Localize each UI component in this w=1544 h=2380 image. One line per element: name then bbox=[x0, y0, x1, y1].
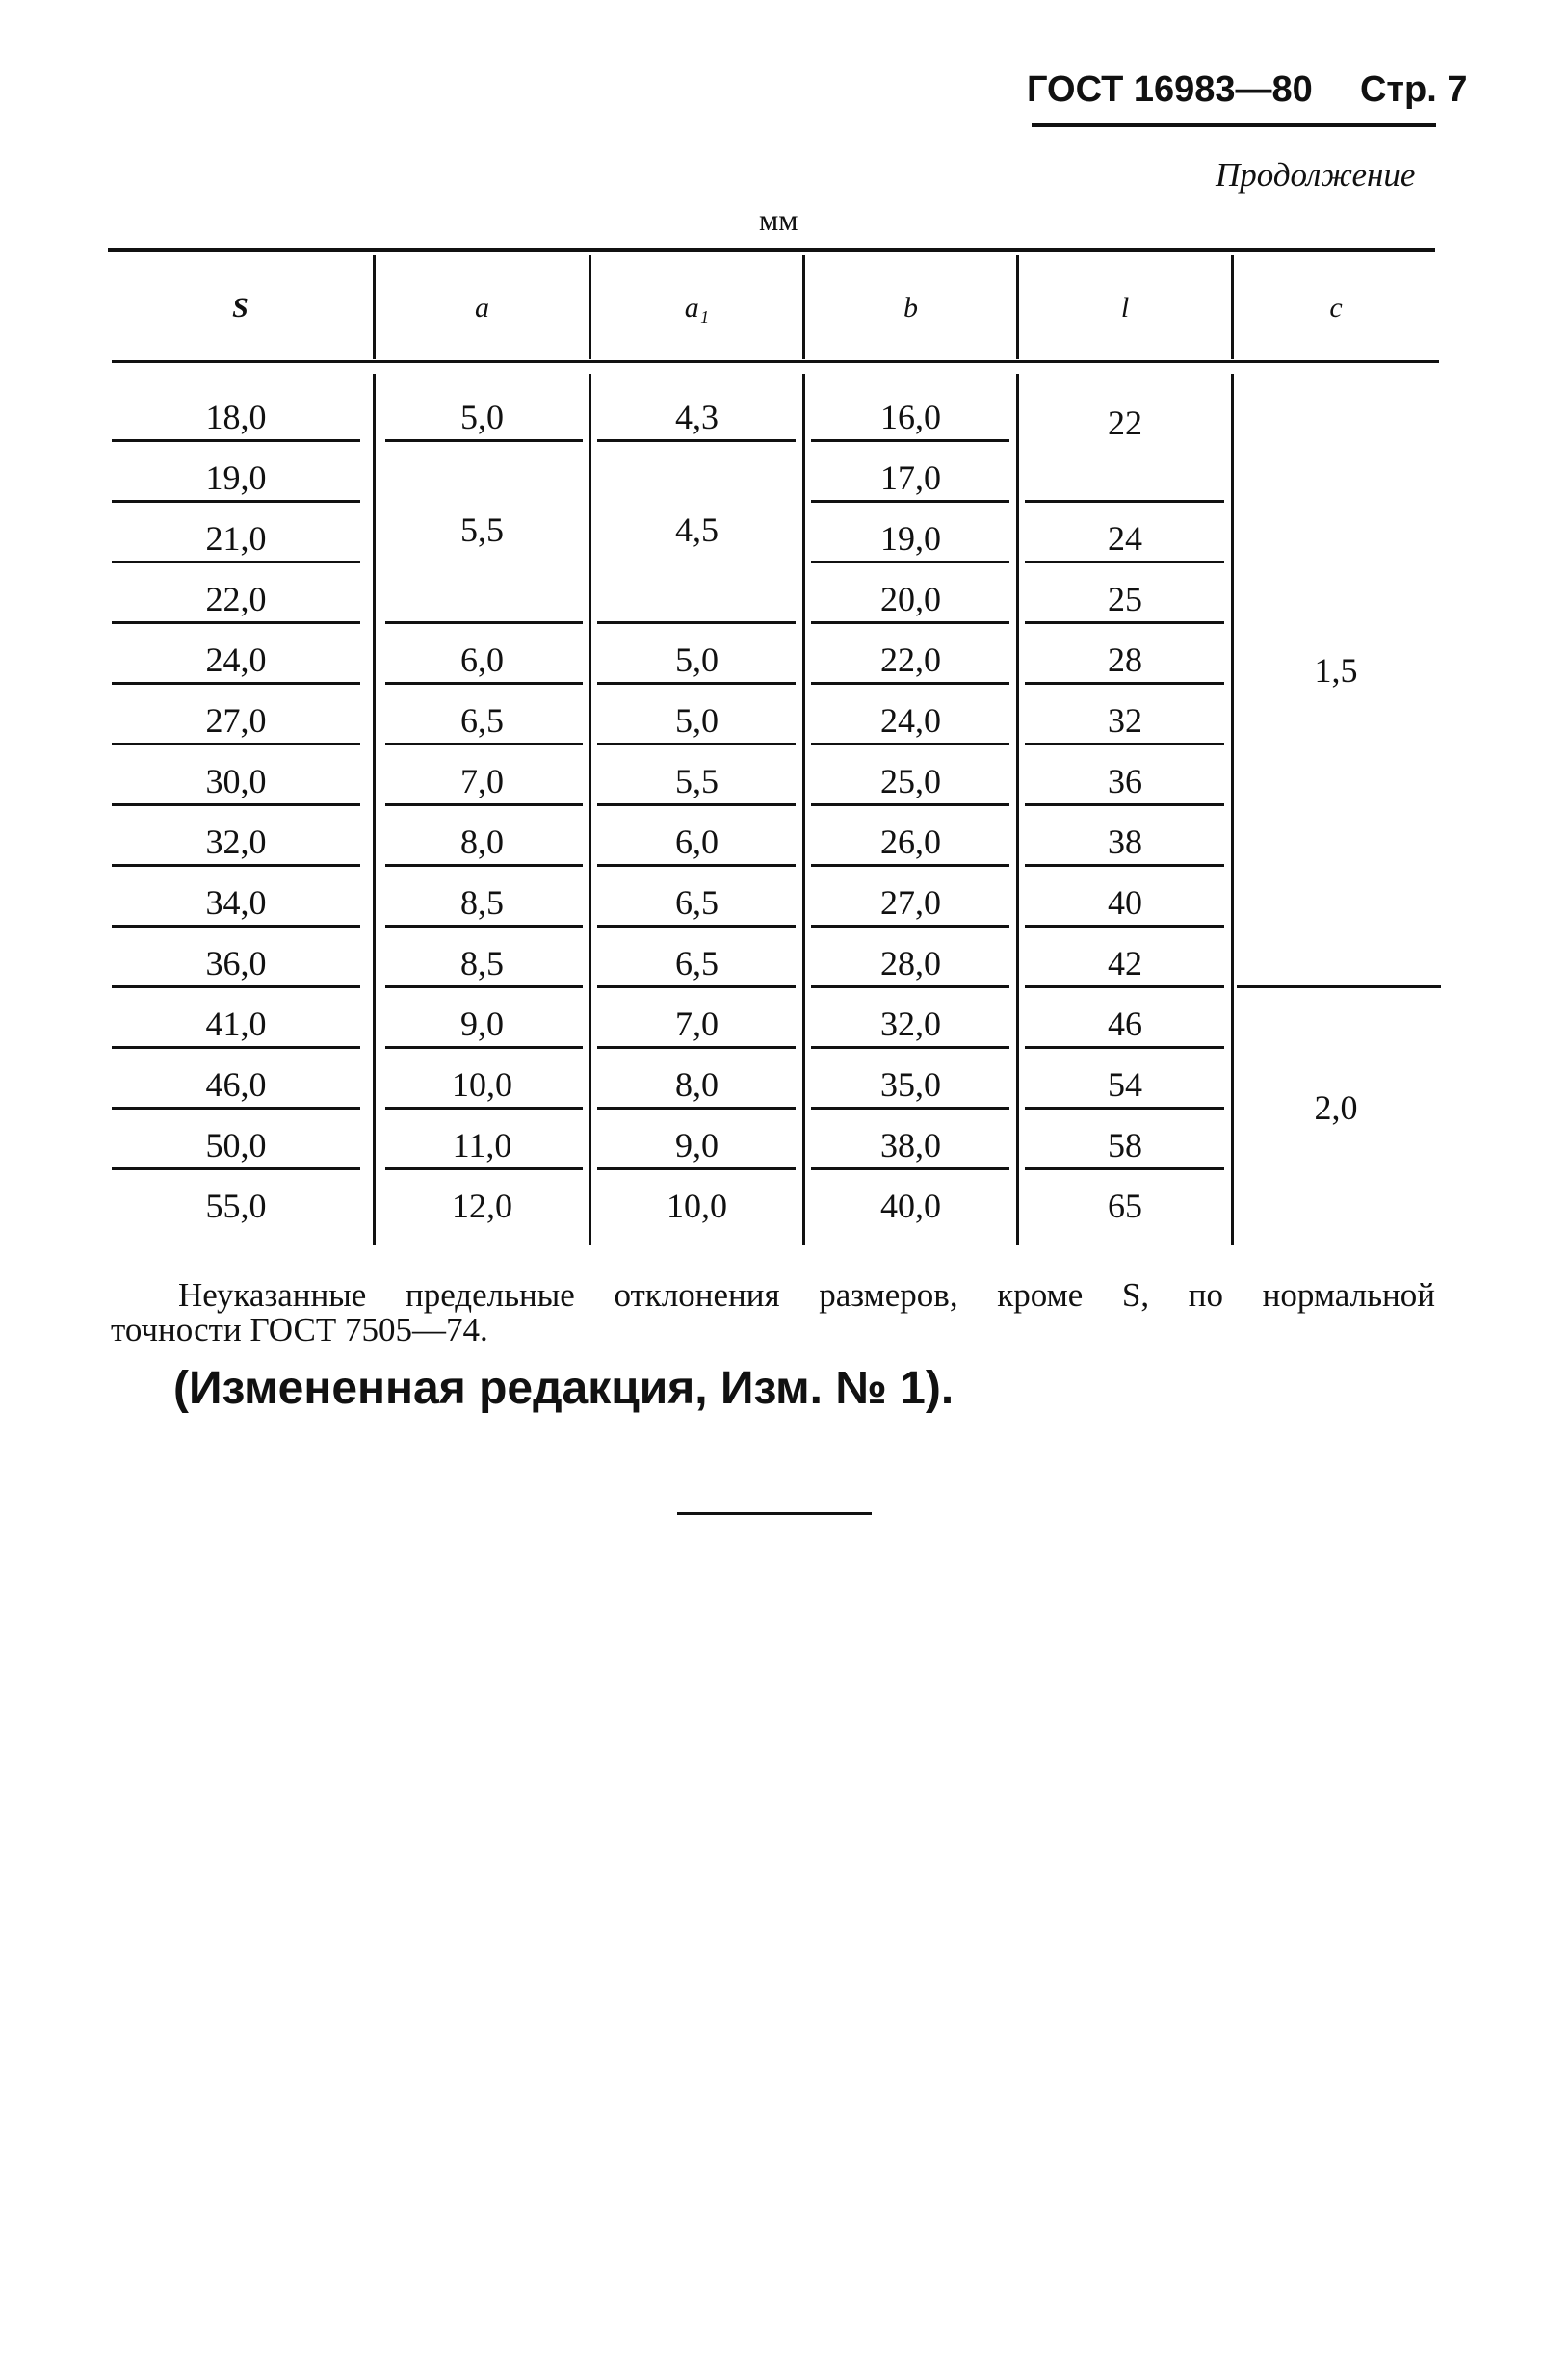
cell-l: 36 bbox=[1108, 762, 1142, 800]
cell-s: 36,0 bbox=[205, 944, 267, 982]
cell-b: 20,0 bbox=[880, 580, 941, 618]
cell-s: 32,0 bbox=[205, 823, 267, 861]
cell-s: 50,0 bbox=[205, 1126, 267, 1164]
cell-c-merged: 2,0 bbox=[1314, 1088, 1358, 1127]
col-header-c: c bbox=[1329, 292, 1343, 324]
row-rule bbox=[385, 1046, 583, 1049]
row-rule bbox=[385, 1107, 583, 1110]
cell-s: 19,0 bbox=[205, 458, 267, 497]
cell-a1: 5,0 bbox=[675, 701, 719, 740]
cell-a1: 6,5 bbox=[675, 883, 719, 922]
row-rule bbox=[112, 1046, 360, 1049]
cell-a: 6,5 bbox=[460, 701, 504, 740]
row-rule bbox=[597, 439, 796, 442]
cell-b: 17,0 bbox=[880, 458, 941, 497]
cell-a: 5,0 bbox=[460, 398, 504, 436]
row-rule bbox=[811, 925, 1009, 928]
cell-b: 26,0 bbox=[880, 823, 941, 861]
row-rule bbox=[385, 682, 583, 685]
row-rule bbox=[811, 1046, 1009, 1049]
row-rule bbox=[811, 1107, 1009, 1110]
row-rule bbox=[1025, 743, 1224, 745]
row-rule bbox=[385, 985, 583, 988]
cell-a1: 6,5 bbox=[675, 944, 719, 982]
cell-c-merged: 1,5 bbox=[1314, 651, 1358, 690]
row-rule bbox=[597, 682, 796, 685]
row-rule bbox=[1025, 925, 1224, 928]
cell-s: 34,0 bbox=[205, 883, 267, 922]
cell-b: 35,0 bbox=[880, 1065, 941, 1104]
row-rule bbox=[811, 985, 1009, 988]
page-number: Стр. 7 bbox=[1359, 69, 1468, 110]
cell-a1: 5,5 bbox=[675, 762, 719, 800]
row-rule bbox=[1237, 985, 1441, 988]
footnote-line-2: точности ГОСТ 7505—74. bbox=[111, 1311, 488, 1348]
row-rule bbox=[597, 803, 796, 806]
cell-a: 11,0 bbox=[452, 1126, 512, 1164]
col-header-a: a bbox=[475, 292, 489, 324]
cell-l: 40 bbox=[1108, 883, 1142, 922]
cell-b: 25,0 bbox=[880, 762, 941, 800]
cell-b: 22,0 bbox=[880, 641, 941, 679]
row-rule bbox=[112, 1107, 360, 1110]
row-rule bbox=[811, 682, 1009, 685]
row-rule bbox=[112, 803, 360, 806]
cell-s: 27,0 bbox=[205, 701, 267, 740]
cell-a1: 9,0 bbox=[675, 1126, 719, 1164]
cell-l: 42 bbox=[1108, 944, 1142, 982]
cell-l-merged: 22 bbox=[1108, 404, 1142, 442]
cell-a-merged: 5,5 bbox=[460, 510, 504, 549]
cell-b: 38,0 bbox=[880, 1126, 941, 1164]
cell-s: 55,0 bbox=[205, 1187, 267, 1225]
cell-b: 28,0 bbox=[880, 944, 941, 982]
cell-a: 8,5 bbox=[460, 944, 504, 982]
row-rule bbox=[597, 1107, 796, 1110]
header-rule bbox=[1032, 123, 1436, 127]
cell-a: 10,0 bbox=[452, 1065, 512, 1104]
cell-b: 32,0 bbox=[880, 1005, 941, 1043]
cell-b: 16,0 bbox=[880, 398, 941, 436]
cell-b: 19,0 bbox=[880, 519, 941, 558]
col-header-l: l bbox=[1120, 292, 1130, 324]
row-rule bbox=[112, 682, 360, 685]
cell-s: 46,0 bbox=[205, 1065, 267, 1104]
cell-a1: 8,0 bbox=[675, 1065, 719, 1104]
column-divider bbox=[802, 374, 805, 1245]
row-rule bbox=[112, 925, 360, 928]
cell-a: 8,5 bbox=[460, 883, 504, 922]
col-header-b: b bbox=[903, 292, 918, 324]
row-rule bbox=[112, 1167, 360, 1170]
row-rule bbox=[597, 1046, 796, 1049]
row-rule bbox=[1025, 500, 1224, 503]
cell-b: 24,0 bbox=[880, 701, 941, 740]
row-rule bbox=[385, 803, 583, 806]
cell-a1: 4,3 bbox=[675, 398, 719, 436]
table-header-rule bbox=[112, 360, 1439, 363]
row-rule bbox=[1025, 985, 1224, 988]
cell-l: 32 bbox=[1108, 701, 1142, 740]
row-rule bbox=[1025, 1167, 1224, 1170]
cell-a1: 5,0 bbox=[675, 641, 719, 679]
amendment-note: (Измененная редакция, Изм. № 1). bbox=[173, 1363, 955, 1414]
cell-a: 8,0 bbox=[460, 823, 504, 861]
row-rule bbox=[811, 500, 1009, 503]
col-header-a1: a₁ bbox=[684, 292, 710, 324]
row-rule bbox=[112, 743, 360, 745]
row-rule bbox=[112, 439, 360, 442]
cell-a: 9,0 bbox=[460, 1005, 504, 1043]
row-rule bbox=[385, 925, 583, 928]
cell-l: 38 bbox=[1108, 823, 1142, 861]
row-rule bbox=[1025, 561, 1224, 563]
end-rule bbox=[677, 1512, 872, 1515]
row-rule bbox=[811, 439, 1009, 442]
row-rule bbox=[1025, 621, 1224, 624]
cell-l: 24 bbox=[1108, 519, 1142, 558]
row-rule bbox=[1025, 1046, 1224, 1049]
cell-s: 21,0 bbox=[205, 519, 267, 558]
col-header-s: S bbox=[232, 292, 249, 324]
column-divider bbox=[1016, 374, 1019, 1245]
cell-a1: 10,0 bbox=[667, 1187, 727, 1225]
row-rule bbox=[811, 561, 1009, 563]
page-header bbox=[1027, 69, 1467, 111]
row-rule bbox=[811, 803, 1009, 806]
row-rule bbox=[597, 985, 796, 988]
table-top-rule bbox=[108, 248, 1435, 252]
row-rule bbox=[597, 1167, 796, 1170]
row-rule bbox=[811, 1167, 1009, 1170]
cell-l: 65 bbox=[1108, 1187, 1142, 1225]
row-rule bbox=[811, 864, 1009, 867]
cell-s: 18,0 bbox=[205, 398, 267, 436]
continuation-label: Продолжение bbox=[1216, 156, 1416, 194]
cell-b: 40,0 bbox=[880, 1187, 941, 1225]
row-rule bbox=[1025, 803, 1224, 806]
cell-a: 12,0 bbox=[452, 1187, 512, 1225]
row-rule bbox=[112, 621, 360, 624]
row-rule bbox=[811, 743, 1009, 745]
cell-l: 46 bbox=[1108, 1005, 1142, 1043]
row-rule bbox=[385, 743, 583, 745]
cell-b: 27,0 bbox=[880, 883, 941, 922]
cell-l: 28 bbox=[1108, 641, 1142, 679]
cell-s: 24,0 bbox=[205, 641, 267, 679]
cell-a1: 7,0 bbox=[675, 1005, 719, 1043]
cell-l: 54 bbox=[1108, 1065, 1142, 1104]
footnote-line-1: Неуказанные предельные отклонения размеров, кроме S, по нормальной bbox=[178, 1276, 1435, 1314]
standard-number: ГОСТ 16983—80 bbox=[1027, 69, 1313, 110]
row-rule bbox=[1025, 682, 1224, 685]
row-rule bbox=[1025, 864, 1224, 867]
cell-s: 22,0 bbox=[205, 580, 267, 618]
row-rule bbox=[112, 500, 360, 503]
row-rule bbox=[597, 743, 796, 745]
cell-s: 41,0 bbox=[205, 1005, 267, 1043]
row-rule bbox=[112, 985, 360, 988]
cell-a1-merged: 4,5 bbox=[675, 510, 719, 549]
row-rule bbox=[112, 864, 360, 867]
footnote bbox=[111, 1278, 1435, 1347]
row-rule bbox=[1025, 1107, 1224, 1110]
cell-s: 30,0 bbox=[205, 762, 267, 800]
cell-a: 6,0 bbox=[460, 641, 504, 679]
row-rule bbox=[385, 621, 583, 624]
unit-label: мм bbox=[759, 202, 798, 237]
row-rule bbox=[385, 864, 583, 867]
row-rule bbox=[112, 561, 360, 563]
column-divider bbox=[373, 374, 376, 1245]
cell-l: 25 bbox=[1108, 580, 1142, 618]
row-rule bbox=[385, 1167, 583, 1170]
row-rule bbox=[597, 864, 796, 867]
row-rule bbox=[597, 925, 796, 928]
cell-a: 7,0 bbox=[460, 762, 504, 800]
column-divider bbox=[589, 374, 591, 1245]
row-rule bbox=[597, 621, 796, 624]
row-rule bbox=[385, 439, 583, 442]
row-rule bbox=[811, 621, 1009, 624]
cell-a1: 6,0 bbox=[675, 823, 719, 861]
cell-l: 58 bbox=[1108, 1126, 1142, 1164]
